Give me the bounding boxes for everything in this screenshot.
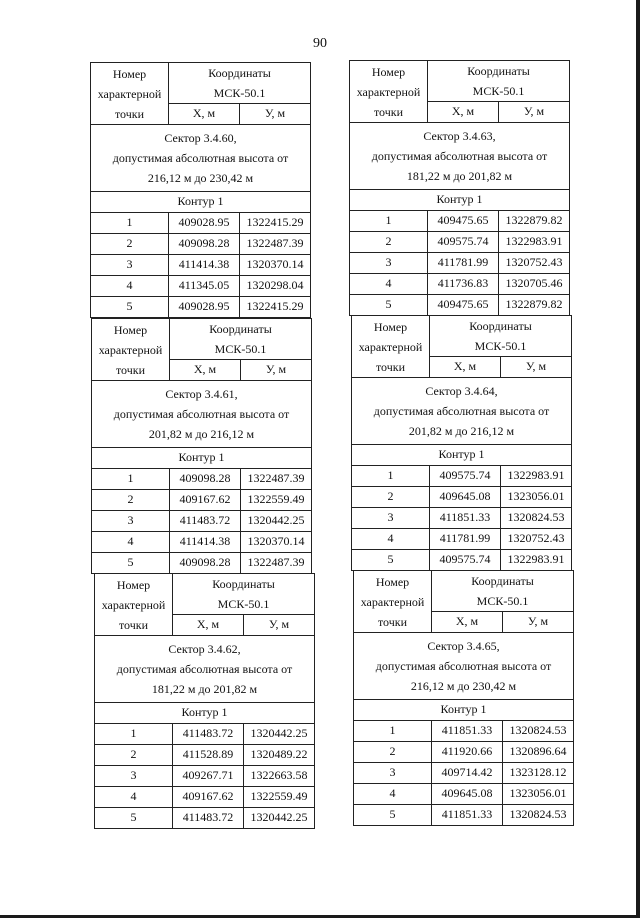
- point-number-cell: 4: [354, 784, 432, 805]
- header-text: точки: [115, 362, 146, 377]
- table-row: [352, 508, 572, 529]
- x-value-cell: 409645.08: [432, 784, 503, 805]
- y-value-cell: 1320824.53: [501, 508, 572, 529]
- point-number-cell: 2: [352, 487, 430, 508]
- sector-row: [91, 125, 311, 192]
- table-row: [92, 490, 312, 511]
- y-header: У, м: [244, 615, 315, 636]
- table-row: [352, 550, 572, 571]
- sector-description: [91, 125, 311, 192]
- header-row: [91, 63, 311, 104]
- table-row: [354, 784, 574, 805]
- table-row: [95, 724, 315, 745]
- point-number-cell: 4: [91, 276, 169, 297]
- scan-edge-right: [636, 0, 640, 918]
- coordinate-table: [91, 318, 312, 574]
- point-number-cell: 4: [92, 532, 170, 553]
- y-value-cell: 1322487.39: [240, 234, 311, 255]
- point-number-cell: 5: [95, 808, 173, 829]
- header-text: Номер: [113, 322, 148, 337]
- sector-row: [95, 636, 315, 703]
- x-value-cell: 411414.38: [169, 255, 240, 276]
- x-value-cell: 411920.66: [432, 742, 503, 763]
- point-number-cell: 4: [350, 274, 428, 295]
- header-text: характерной: [101, 597, 166, 612]
- point-number-cell: 3: [354, 763, 432, 784]
- coordinates-header: [432, 571, 574, 612]
- page-number: 90: [313, 36, 327, 51]
- point-number-cell: 4: [95, 787, 173, 808]
- x-value-cell: 411483.72: [170, 511, 241, 532]
- point-number-header: [91, 63, 169, 125]
- header-text: Номер: [373, 319, 408, 334]
- sector-text: допустимая абсолютная высота от: [373, 404, 550, 418]
- sector-row: [354, 633, 574, 700]
- sector-text: Сектор 3.4.61,: [165, 387, 238, 401]
- header-text: МСК-50.1: [213, 86, 266, 100]
- table-row: [92, 553, 312, 574]
- header-text: точки: [114, 106, 145, 121]
- header-text: Номер: [112, 66, 147, 81]
- sector-text: допустимая абсолютная высота от: [113, 407, 290, 421]
- table-row: [354, 742, 574, 763]
- y-value-cell: 1320824.53: [503, 805, 574, 826]
- header-row: [350, 61, 570, 102]
- x-value-cell: 411528.89: [173, 745, 244, 766]
- sector-text: Сектор 3.4.65,: [427, 639, 500, 653]
- header-row: [354, 571, 574, 612]
- table-row: [92, 469, 312, 490]
- sector-row: [92, 381, 312, 448]
- point-number-cell: 5: [350, 295, 428, 316]
- header-text: Координаты: [471, 574, 534, 588]
- y-header: У, м: [503, 612, 574, 633]
- point-number-cell: 2: [92, 490, 170, 511]
- header-text: Координаты: [208, 66, 271, 80]
- coordinates-header: [428, 61, 570, 102]
- point-number-header: [95, 574, 173, 636]
- contour-label: Контур 1: [352, 445, 572, 466]
- x-header: X, м: [432, 612, 503, 633]
- header-text: Координаты: [467, 64, 530, 78]
- contour-row: [91, 192, 311, 213]
- x-value-cell: 409098.28: [170, 469, 241, 490]
- y-value-cell: 1320824.53: [503, 721, 574, 742]
- y-value-cell: 1322559.49: [241, 490, 312, 511]
- sector-text: 216,12 м до 230,42 м: [410, 679, 517, 693]
- header-text: Координаты: [212, 577, 275, 591]
- y-value-cell: 1322879.82: [499, 211, 570, 232]
- table-row: [350, 232, 570, 253]
- header-text: характерной: [358, 339, 423, 354]
- header-text: МСК-50.1: [214, 342, 267, 356]
- x-value-cell: 409575.74: [430, 466, 501, 487]
- header-text: МСК-50.1: [476, 594, 529, 608]
- x-value-cell: 411483.72: [173, 808, 244, 829]
- header-text: характерной: [360, 594, 425, 609]
- table-row: [354, 805, 574, 826]
- y-header: У, м: [501, 357, 572, 378]
- point-number-cell: 2: [350, 232, 428, 253]
- sector-text: допустимая абсолютная высота от: [116, 662, 293, 676]
- coordinates-header: [170, 319, 312, 360]
- y-value-cell: 1320370.14: [240, 255, 311, 276]
- coordinate-table: [351, 315, 572, 571]
- table-row: [95, 808, 315, 829]
- table-row: [352, 466, 572, 487]
- x-value-cell: 409575.74: [428, 232, 499, 253]
- point-number-header: [354, 571, 432, 633]
- x-header: X, м: [169, 104, 240, 125]
- y-header: У, м: [240, 104, 311, 125]
- sector-description: [354, 633, 574, 700]
- y-value-cell: 1323128.12: [503, 763, 574, 784]
- table-row: [91, 234, 311, 255]
- x-value-cell: 409167.62: [173, 787, 244, 808]
- header-text: точки: [373, 104, 404, 119]
- y-value-cell: 1320752.43: [499, 253, 570, 274]
- sector-text: 181,22 м до 201,82 м: [406, 169, 513, 183]
- point-number-cell: 3: [352, 508, 430, 529]
- point-number-cell: 2: [91, 234, 169, 255]
- header-row: [95, 574, 315, 615]
- table-row: [352, 529, 572, 550]
- point-number-cell: 1: [91, 213, 169, 234]
- table-row: [92, 532, 312, 553]
- header-text: точки: [377, 614, 408, 629]
- table-row: [350, 253, 570, 274]
- table-row: [91, 213, 311, 234]
- coordinates-header: [430, 316, 572, 357]
- sector-text: 216,12 м до 230,42 м: [147, 171, 254, 185]
- point-number-cell: 1: [92, 469, 170, 490]
- x-value-cell: 411851.33: [432, 721, 503, 742]
- y-value-cell: 1320442.25: [244, 808, 315, 829]
- x-value-cell: 409098.28: [169, 234, 240, 255]
- y-value-cell: 1322983.91: [501, 466, 572, 487]
- header-row: [352, 316, 572, 357]
- sector-row: [352, 378, 572, 445]
- point-number-cell: 2: [354, 742, 432, 763]
- y-value-cell: 1322983.91: [499, 232, 570, 253]
- table-row: [95, 766, 315, 787]
- point-number-cell: 5: [91, 297, 169, 318]
- header-text: Номер: [116, 577, 151, 592]
- x-value-cell: 409267.71: [173, 766, 244, 787]
- x-value-cell: 409475.65: [428, 295, 499, 316]
- x-value-cell: 411851.33: [430, 508, 501, 529]
- contour-label: Контур 1: [92, 448, 312, 469]
- y-value-cell: 1320705.46: [499, 274, 570, 295]
- y-value-cell: 1320442.25: [244, 724, 315, 745]
- x-header: X, м: [170, 360, 241, 381]
- coordinate-table: [90, 62, 311, 318]
- point-number-cell: 1: [352, 466, 430, 487]
- header-text: точки: [375, 359, 406, 374]
- y-value-cell: 1320752.43: [501, 529, 572, 550]
- sector-description: [95, 636, 315, 703]
- x-value-cell: 409714.42: [432, 763, 503, 784]
- x-value-cell: 411781.99: [430, 529, 501, 550]
- contour-label: Контур 1: [91, 192, 311, 213]
- x-value-cell: 411483.72: [173, 724, 244, 745]
- x-value-cell: 409028.95: [169, 297, 240, 318]
- coordinate-table: [349, 60, 570, 316]
- x-value-cell: 409098.28: [170, 553, 241, 574]
- y-value-cell: 1322415.29: [240, 297, 311, 318]
- y-value-cell: 1322487.39: [241, 469, 312, 490]
- contour-label: Контур 1: [354, 700, 574, 721]
- x-value-cell: 411851.33: [432, 805, 503, 826]
- x-value-cell: 409028.95: [169, 213, 240, 234]
- sector-text: 201,82 м до 216,12 м: [148, 427, 255, 441]
- y-value-cell: 1322487.39: [241, 553, 312, 574]
- point-number-cell: 1: [95, 724, 173, 745]
- point-number-header: [352, 316, 430, 378]
- x-value-cell: 409475.65: [428, 211, 499, 232]
- point-number-cell: 4: [352, 529, 430, 550]
- point-number-cell: 3: [350, 253, 428, 274]
- x-value-cell: 411414.38: [170, 532, 241, 553]
- header-row: [92, 319, 312, 360]
- point-number-header: [350, 61, 428, 123]
- coordinate-table: [353, 570, 574, 826]
- header-text: характерной: [356, 84, 421, 99]
- header-text: Координаты: [209, 322, 272, 336]
- sector-text: 201,82 м до 216,12 м: [408, 424, 515, 438]
- point-number-cell: 3: [95, 766, 173, 787]
- y-value-cell: 1320370.14: [241, 532, 312, 553]
- point-number-cell: 5: [354, 805, 432, 826]
- table-row: [354, 763, 574, 784]
- x-value-cell: 411736.83: [428, 274, 499, 295]
- point-number-cell: 1: [350, 211, 428, 232]
- contour-row: [95, 703, 315, 724]
- table-row: [350, 295, 570, 316]
- coordinates-header: [173, 574, 315, 615]
- header-text: характерной: [97, 86, 162, 101]
- point-number-cell: 3: [91, 255, 169, 276]
- y-value-cell: 1322663.58: [244, 766, 315, 787]
- x-value-cell: 409167.62: [170, 490, 241, 511]
- point-number-cell: 5: [352, 550, 430, 571]
- x-header: X, м: [173, 615, 244, 636]
- contour-row: [352, 445, 572, 466]
- contour-row: [92, 448, 312, 469]
- sector-description: [92, 381, 312, 448]
- y-value-cell: 1322983.91: [501, 550, 572, 571]
- header-text: МСК-50.1: [474, 339, 527, 353]
- point-number-cell: 3: [92, 511, 170, 532]
- y-value-cell: 1320298.04: [240, 276, 311, 297]
- sector-text: Сектор 3.4.60,: [164, 131, 237, 145]
- table-row: [354, 721, 574, 742]
- y-value-cell: 1320489.22: [244, 745, 315, 766]
- sector-row: [350, 123, 570, 190]
- contour-row: [350, 190, 570, 211]
- y-value-cell: 1322879.82: [499, 295, 570, 316]
- sector-text: допустимая абсолютная высота от: [371, 149, 548, 163]
- sector-text: Сектор 3.4.62,: [168, 642, 241, 656]
- contour-label: Контур 1: [350, 190, 570, 211]
- y-header: У, м: [499, 102, 570, 123]
- table-row: [91, 276, 311, 297]
- table-row: [91, 297, 311, 318]
- table-row: [91, 255, 311, 276]
- table-row: [95, 787, 315, 808]
- sector-text: Сектор 3.4.63,: [423, 129, 496, 143]
- contour-row: [354, 700, 574, 721]
- x-value-cell: 409645.08: [430, 487, 501, 508]
- x-header: X, м: [428, 102, 499, 123]
- contour-label: Контур 1: [95, 703, 315, 724]
- x-value-cell: 411781.99: [428, 253, 499, 274]
- y-value-cell: 1320442.25: [241, 511, 312, 532]
- point-number-cell: 1: [354, 721, 432, 742]
- y-value-cell: 1323056.01: [503, 784, 574, 805]
- x-value-cell: 409575.74: [430, 550, 501, 571]
- sector-text: Сектор 3.4.64,: [425, 384, 498, 398]
- y-value-cell: 1323056.01: [501, 487, 572, 508]
- table-row: [95, 745, 315, 766]
- point-number-cell: 2: [95, 745, 173, 766]
- header-text: характерной: [98, 342, 163, 357]
- header-text: Номер: [375, 574, 410, 589]
- point-number-cell: 5: [92, 553, 170, 574]
- table-row: [352, 487, 572, 508]
- x-header: X, м: [430, 357, 501, 378]
- y-value-cell: 1320896.64: [503, 742, 574, 763]
- sector-text: 181,22 м до 201,82 м: [151, 682, 258, 696]
- header-text: точки: [118, 617, 149, 632]
- table-row: [350, 274, 570, 295]
- point-number-header: [92, 319, 170, 381]
- y-header: У, м: [241, 360, 312, 381]
- table-row: [92, 511, 312, 532]
- y-value-cell: 1322415.29: [240, 213, 311, 234]
- coordinates-header: [169, 63, 311, 104]
- header-text: МСК-50.1: [217, 597, 270, 611]
- coordinate-table: [94, 573, 315, 829]
- sector-text: допустимая абсолютная высота от: [375, 659, 552, 673]
- sector-description: [350, 123, 570, 190]
- header-text: МСК-50.1: [472, 84, 525, 98]
- header-text: Координаты: [469, 319, 532, 333]
- y-value-cell: 1322559.49: [244, 787, 315, 808]
- header-text: Номер: [371, 64, 406, 79]
- x-value-cell: 411345.05: [169, 276, 240, 297]
- table-row: [350, 211, 570, 232]
- sector-description: [352, 378, 572, 445]
- sector-text: допустимая абсолютная высота от: [112, 151, 289, 165]
